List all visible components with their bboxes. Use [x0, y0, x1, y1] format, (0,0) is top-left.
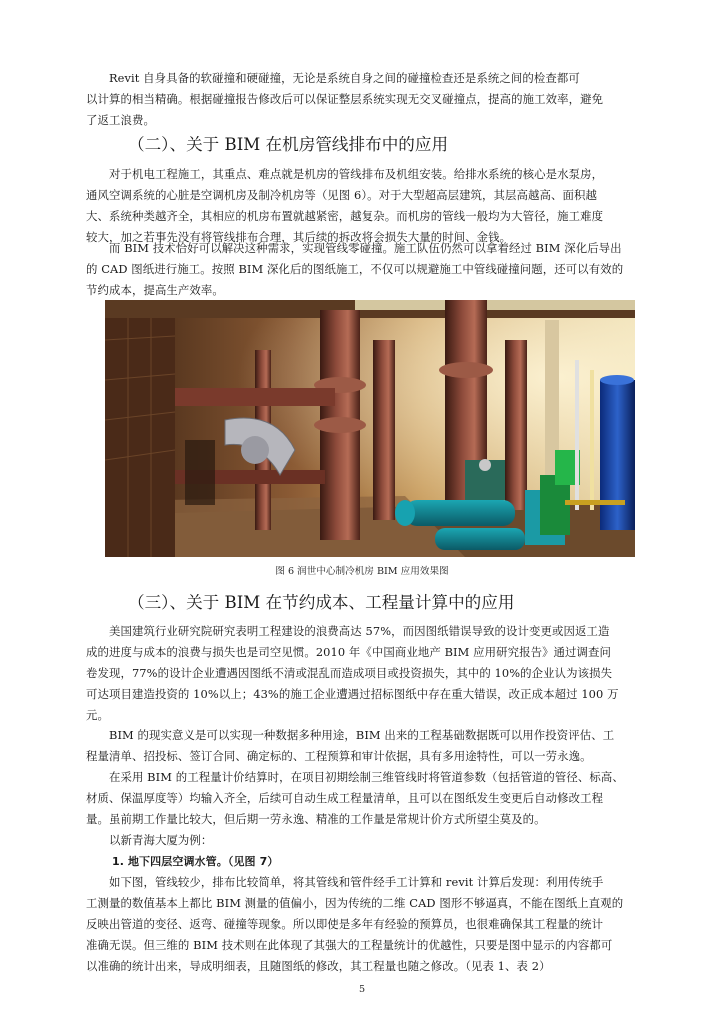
text-line: 如下图，管线较少，排布比较简单，将其管线和管件经手工计算和 revit 计算后发现：利用传统手 — [86, 875, 604, 889]
subheading-b4-ac-pipe: 1. 地下四层空调水管。（见图 7） — [112, 855, 279, 868]
text-line: 材质、保温厚度等）均输入齐全，后续可自动生成工程量清单，且可以在图纸发生变更后自动修改工程 — [86, 791, 604, 805]
text-line: 的 CAD 图纸进行施工。按照 BIM 深化后的图纸施工，不仅可以规避施工中管线碰撞问题，还可以有效的 — [86, 262, 624, 276]
text-line: 而 BIM 技术恰好可以解决这种需求，实现管线零碰撞。施工队伍仍然可以拿着经过 BIM 深化后导出 — [86, 241, 622, 255]
text-line: 卷发现，77%的设计企业遭遇因图纸不清或混乱而造成项目或投资损失，其中的 10%的企业认为该损失 — [86, 666, 613, 680]
text-line: 量。虽前期工作量比较大，但后期一劳永逸、精准的工作量是常规计价方式所望尘莫及的。 — [86, 812, 546, 826]
text-line: Revit 自身具备的软碰撞和硬碰撞，无论是系统自身之间的碰撞检查还是系统之间的检查都可 — [86, 71, 580, 85]
text-line: 以计算的相当精确。根据碰撞报告修改后可以保证整层系统实现无交叉碰撞点，提高的施工效率，避免 — [86, 92, 604, 106]
text-line: 美国建筑行业研究院研究表明工程建设的浪费高达 57%，而因图纸错误导致的设计变更或因返工造 — [86, 624, 610, 638]
paragraph-quantity-pricing — [86, 767, 656, 830]
section-heading-cost: （三）、关于 BIM 在节约成本、工程量计算中的应用 — [128, 593, 515, 612]
text-line: 准确无误。但三维的 BIM 技术则在此体现了其强大的工程量统计的优越性，只要是图中显示的内容都可 — [86, 938, 613, 952]
text-line: 较大，加之若事先没有将管线排布合理，其后续的拆改将会损失大量的时间、金钱。 — [86, 230, 512, 244]
paragraph-example-intro — [86, 830, 656, 851]
text-line: BIM 的现实意义是可以实现一种数据多种用途，BIM 出来的工程基础数据既可以用作投资评估、工 — [86, 728, 615, 742]
text-line: 节约成本，提高生产效率。 — [86, 283, 224, 297]
text-line: 对于机电工程施工，其重点、难点就是机房的管线排布及机组安装。给排水系统的核心是水泵房， — [86, 167, 604, 181]
text-line: 可达项目建造投资的 10%以上；43%的施工企业遭遇过招标图纸中存在重大错误，改正成本超过 100 万 — [86, 687, 619, 701]
text-line: 工测量的数值基本上都比 BIM 测量的值偏小，因为传统的二维 CAD 图形不够逼真，不能在图纸上直观的 — [86, 896, 624, 910]
paragraph-bim-value — [86, 725, 656, 767]
paragraph-bim-solution — [86, 238, 656, 301]
text-line: 程量清单、招投标、签订合同、确定标的、工程预算和审计依据，具有多用途特性，可以一劳永逸。 — [86, 749, 592, 763]
machine-room-render-image — [105, 300, 635, 557]
text-line: 反映出管道的变径、返弯、碰撞等现象。所以即使是多年有经验的预算员，也很难确保其工程量的统计 — [86, 917, 604, 931]
figure-caption: 图 6 润世中心制冷机房 BIM 应用效果图 — [275, 566, 449, 577]
section-heading-machine-room: （二）、关于 BIM 在机房管线排布中的应用 — [128, 135, 449, 154]
text-line: 在采用 BIM 的工程量计价结算时，在项目初期绘制三维管线时将管道参数（包括管道的管径、标高、 — [86, 770, 624, 784]
paragraph-machine-room — [86, 164, 656, 248]
paragraph-collision-check — [86, 68, 656, 131]
text-line: 元。 — [86, 708, 109, 722]
paragraph-waste-research — [86, 621, 656, 726]
text-line: 大、系统种类越齐全，其相应的机房布置就越紧密，越复杂。而机房的管线一般均为大管径，施工难度 — [86, 209, 604, 223]
text-line: 以新青海大厦为例： — [86, 833, 213, 847]
text-line: 成的进度与成本的浪费与损失也是司空见惯。2010 年《中国商业地产 BIM 应用研究报告》通过调查问 — [86, 645, 612, 659]
text-line: 了返工浪费。 — [86, 113, 155, 127]
text-line: 以准确的统计出来，导成明细表，且随图纸的修改，其工程量也随之修改。（见表 1、表 2） — [86, 959, 551, 973]
page-number: 5 — [358, 984, 366, 995]
paragraph-measurement-compare — [86, 872, 656, 977]
text-line: 通风空调系统的心脏是空调机房及制冷机房等（见图 6）。对于大型超高层建筑，其层高越高、面积越 — [86, 188, 597, 202]
